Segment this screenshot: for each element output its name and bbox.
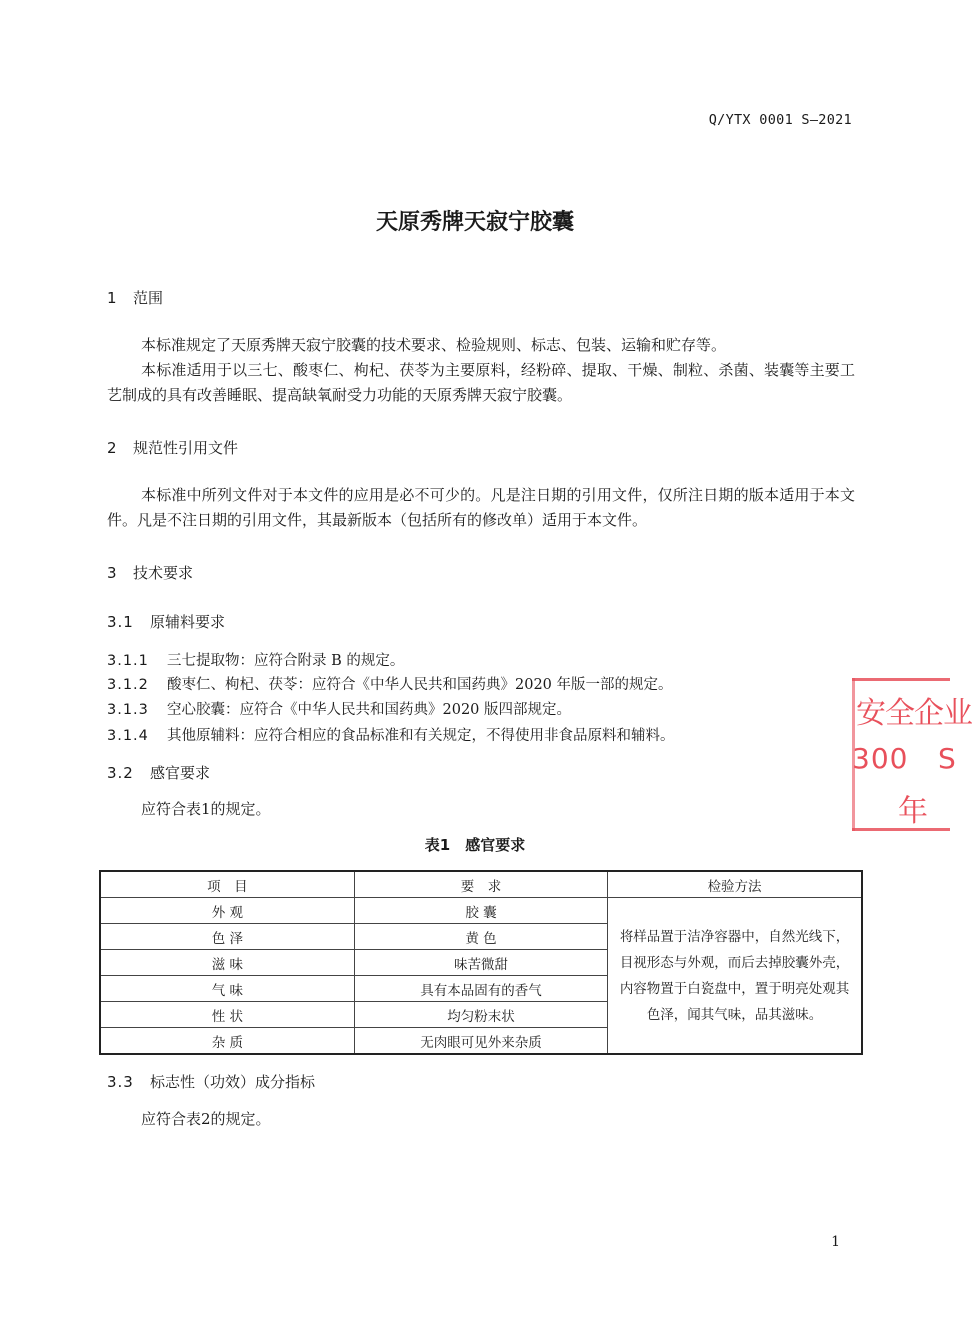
clause-text: 其他原辅料：应符合相应的食品标准和有关规定，不得使用非食品原料和辅料。: [167, 728, 675, 744]
section-3-2-heading: [107, 762, 210, 783]
clause-text: 酸枣仁、枸杞、茯苓：应符合《中华人民共和国药典》2020 年版一部的规定。: [167, 677, 673, 693]
clause-number: 3.1.3: [107, 702, 149, 718]
stamp-text: 年: [898, 794, 928, 829]
section-1-para-1: 本标准规定了天原秀牌天寂宁胶囊的技术要求、检验规则、标志、包装、运输和贮存等。: [141, 336, 727, 354]
item-cell: 性 状: [100, 1002, 354, 1028]
section-2-para-1: 本标准中所列文件对于本文件的应用是必不可少的。凡是注日期的引用文件，仅所注日期的版本适用于本文件。凡是不注日期的引用文件，其最新版本（包括所有的修改单）适用于本文件。: [107, 486, 855, 529]
clause-3-1-4: [107, 724, 675, 745]
section-title: 技术要求: [133, 564, 194, 582]
stamp-text: 300: [852, 742, 909, 775]
item-cell: 滋 味: [100, 950, 354, 976]
section-number: 3.2: [107, 764, 134, 782]
clause-3-1-3: [107, 698, 571, 719]
section-3-2-para: 应符合表1的规定。: [141, 800, 271, 818]
item-cell: 气 味: [100, 976, 354, 1002]
clause-number: 3.1.1: [107, 653, 149, 669]
requirement-cell: 无肉眼可见外来杂质: [354, 1028, 607, 1055]
requirement-cell: 均匀粉末状: [354, 1002, 607, 1028]
section-title: 原辅料要求: [150, 613, 226, 631]
table-1-caption: 表1 感官要求: [424, 836, 526, 854]
clause-number: 3.1.4: [107, 728, 149, 744]
item-cell: 色 泽: [100, 924, 354, 950]
sensory-requirements-table: [99, 870, 863, 1055]
section-1-para-2: 本标准适用于以三七、酸枣仁、枸杞、茯苓为主要原料，经粉碎、提取、干燥、制粒、杀菌、装囊等主要工艺制成的具有改善睡眠、提高缺氧耐受力功能的天原秀牌天寂宁胶囊。: [107, 361, 855, 404]
table-row: [100, 898, 862, 924]
clause-3-1-2: [107, 673, 673, 694]
stamp-text: S: [938, 742, 956, 775]
clause-text: 三七提取物：应符合附录 B 的规定。: [167, 653, 405, 669]
requirement-cell: 味苦微甜: [354, 950, 607, 976]
requirement-cell: 黄 色: [354, 924, 607, 950]
section-3-3-heading: [107, 1071, 315, 1092]
clause-3-1-1: [107, 649, 404, 670]
column-header: 要 求: [354, 871, 607, 898]
section-number: 2: [107, 439, 117, 457]
section-number: 3: [107, 564, 117, 582]
red-seal-stamp: [852, 670, 972, 832]
section-3-heading: [107, 562, 193, 583]
section-3-1-heading: [107, 611, 225, 632]
column-header: 项 目: [100, 871, 354, 898]
section-title: 标志性（功效）成分指标: [150, 1073, 316, 1091]
stamp-text: 安全企业: [856, 696, 972, 731]
section-title: 感官要求: [150, 764, 211, 782]
requirement-cell: 具有本品固有的香气: [354, 976, 607, 1002]
section-3-3-para: 应符合表2的规定。: [141, 1110, 271, 1128]
section-title: 规范性引用文件: [133, 439, 239, 457]
clause-text: 空心胶囊：应符合《中华人民共和国药典》2020 版四部规定。: [167, 702, 572, 718]
clause-number: 3.1.2: [107, 677, 149, 693]
section-number: 3.3: [107, 1073, 134, 1091]
column-header: 检验方法: [608, 871, 862, 898]
section-number: 1: [107, 289, 117, 307]
document-id: Q/YTX 0001 S—2021: [708, 112, 852, 128]
stamp-border: [852, 678, 950, 681]
section-1-heading: [107, 287, 163, 308]
section-number: 3.1: [107, 613, 134, 631]
section-2-heading: [107, 437, 238, 458]
method-cell: 将样品置于洁净容器中，自然光线下，目视形态与外观，而后去掉胶囊外壳，内容物置于白瓷盘中，置于明亮处观其色泽，闻其气味，品其滋味。: [608, 898, 862, 1055]
document-title: 天原秀牌天寂宁胶囊: [375, 210, 574, 235]
item-cell: 杂 质: [100, 1028, 354, 1055]
requirement-cell: 胶 囊: [354, 898, 607, 924]
section-title: 范围: [133, 289, 164, 307]
page-number: 1: [831, 1234, 840, 1250]
table-header-row: [100, 871, 862, 898]
item-cell: 外 观: [100, 898, 354, 924]
